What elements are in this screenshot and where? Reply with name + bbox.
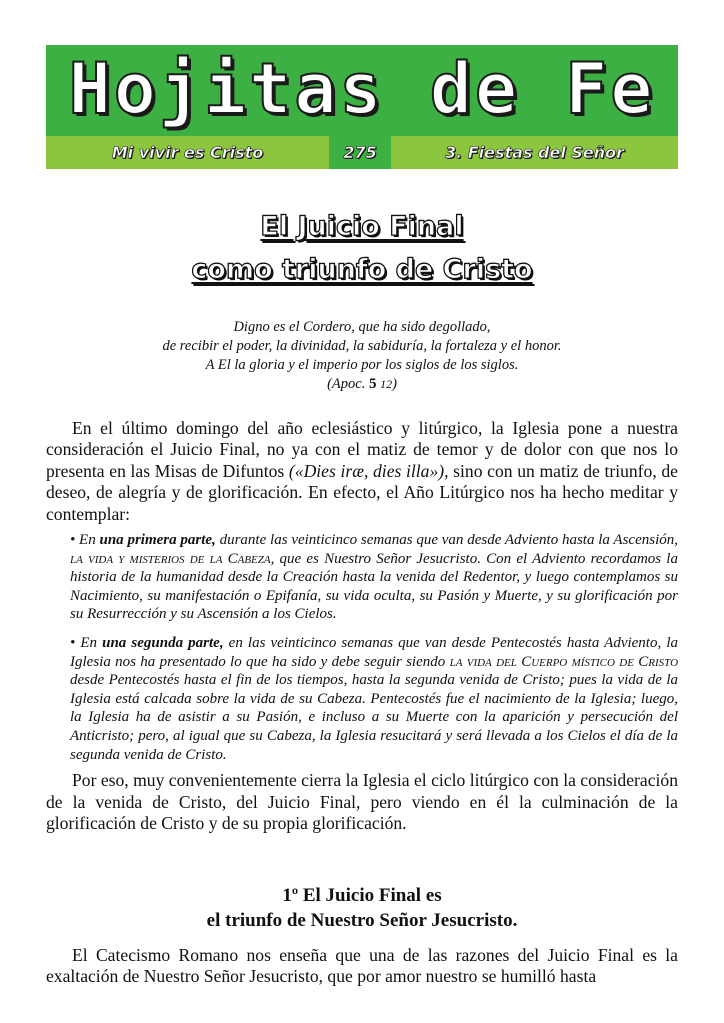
ref-suffix: ) — [392, 376, 397, 392]
section-body — [46, 945, 678, 988]
quote-line-1: Digno es el Cordero, que ha sido degollado, — [233, 319, 491, 335]
intro-text: En el último domingo del año eclesiástico y litúrgico, la Iglesia pone a nuestra consideración el Juicio Final, no ya con el matiz de temor y de dolor con que nos lo presenta en las Misas de Difuntos — [46, 418, 678, 481]
bullet-item-1 — [70, 531, 678, 624]
epigraph-quote — [46, 318, 678, 394]
quote-line-2: de recibir el poder, la divinidad, la sabiduría, la fortaleza y el honor. — [162, 338, 562, 354]
quote-reference — [46, 375, 678, 394]
bullet-2-prefix: • En — [70, 635, 103, 651]
intro-paragraph — [46, 418, 678, 525]
bullet-list — [70, 531, 678, 764]
section-heading-line-1: 1º El Juicio Final es — [282, 885, 442, 906]
bullet-2-bold: una segunda parte, — [102, 635, 224, 651]
article-title — [46, 205, 678, 291]
bullet-2-smallcaps: la vida del Cuerpo místico de Cristo — [449, 653, 679, 670]
quote-line-3: A El la gloria y el imperio por los siglos de los siglos. — [205, 357, 519, 373]
header-banner — [46, 45, 678, 169]
section-heading-line-2: el triunfo de Nuestro Señor Jesucristo. — [206, 910, 518, 931]
ref-prefix: (Apoc. — [327, 376, 369, 392]
ref-verse: 12 — [380, 377, 393, 391]
header-subbar — [46, 136, 678, 169]
masthead-title: Hojitas de Fe — [68, 48, 656, 130]
intro-end: sino con un matiz de triunfo, de deseo, de alegría y de glorificación. En efecto, el Año Litúrgico nos ha hecho meditar y contemplar: — [46, 460, 678, 524]
title-line-1: El Juicio Final — [260, 211, 464, 242]
conclusion-paragraph: Por eso, muy convenientemente cierra la Iglesia el ciclo litúrgico con la consideración de la venida de Cristo, del Juicio Final, pero viendo en él la culminación de la glorificación de Cristo y de su propia glorificación. — [46, 770, 678, 833]
bullet-1-bold: una primera parte, — [99, 532, 216, 549]
bullet-1-smallcaps: la vida y misterios de la Cabeza — [70, 550, 271, 567]
last-paragraph: El Catecismo Romano nos enseña que una de las razones del Juicio Final es la exaltación de Nuestro Señor Jesucristo, que por amor nuestro se humilló hasta — [46, 945, 678, 987]
header-motto: Mi vivir es Cristo — [111, 143, 264, 162]
bullet-2-text-1: en las veinticinco semanas que van desde Pentecostés hasta Adviento, la Iglesia nos ha presentado lo que ha sido y debe seguir siendo — [70, 635, 678, 670]
section-heading — [46, 883, 678, 933]
bullet-2-text-2: desde Pentecostés hasta el fin de los tiempos, hasta la segunda venida de Cristo; pues la vida de la Iglesia está calcada sobre la vida de su Cabeza. Pentecostés fue el nacimiento de la Iglesia; luego, la Iglesia ha de asistir a su Pasión, e incluso a su Muerte con la aparición y persecución del Anticristo; pero, al igual que su Cabeza, la Iglesia resucitará y será llevada a los Cielos el día de la segunda venida de Cristo. — [70, 672, 678, 763]
series-label: 3. Fiestas del Señor — [444, 143, 625, 162]
bullet-item-2 — [70, 634, 678, 764]
bullet-1-text-2: , que es Nuestro Señor Jesucristo. Con el Adviento recordamos la historia de la humanidad desde la Creación hasta la venida del Redentor, y luego contemplamos su Nacimiento, su manifestación o Epifanía, su vida oculta, su Pasión y Muerte, y su glorificación por su Resurrección y su Ascensión a los Cielos. — [70, 550, 678, 623]
bullet-1-text-1: durante las veinticinco semanas que van desde Adviento hasta la Ascensión, — [215, 532, 678, 549]
issue-number: 275 — [329, 136, 391, 169]
intro-quote: («Dies iræ, dies illa»), — [288, 460, 449, 481]
ref-chapter: 5 — [368, 376, 377, 392]
article-body — [46, 418, 678, 834]
bullet-1-prefix: • En — [70, 532, 100, 549]
title-line-2: como triunfo de Cristo — [191, 254, 533, 285]
